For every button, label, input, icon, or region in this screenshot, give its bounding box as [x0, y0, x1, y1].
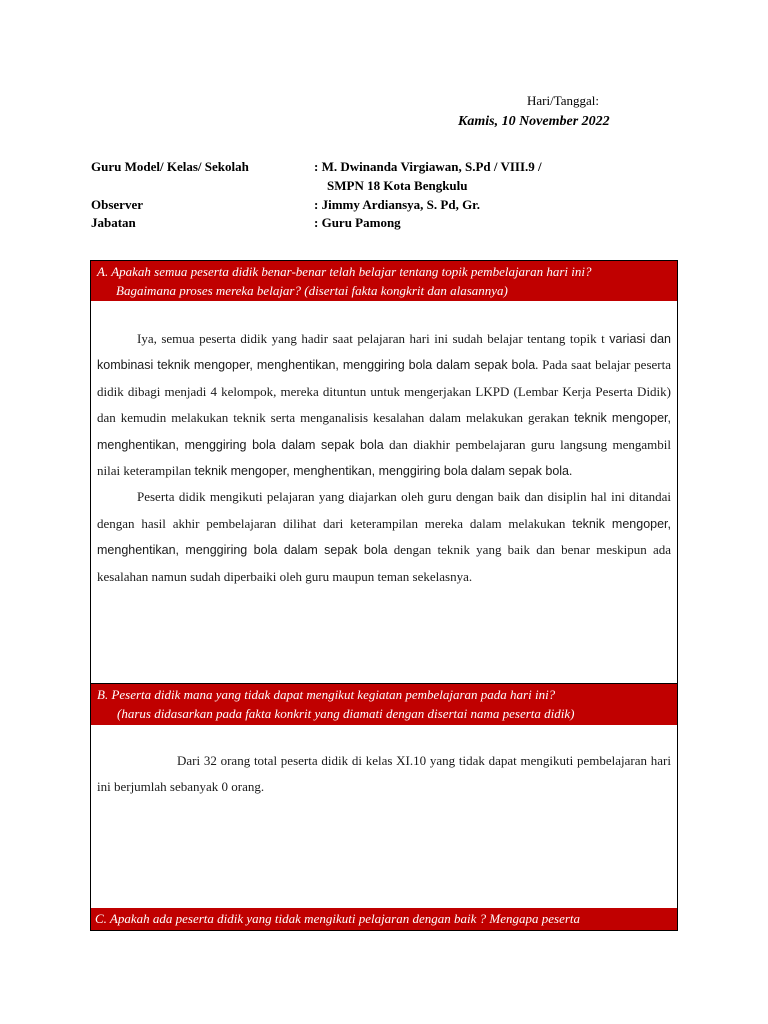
date-label: Hari/Tanggal: [527, 93, 600, 108]
guru-model-value: : M. Dwinanda Virgiawan, S.Pd / VIII.9 / [314, 159, 542, 174]
section-a-question-line1: A. Apakah semua peserta didik benar-benar telah belajar tentang topik pembelajaran hari ini? [97, 264, 592, 279]
jabatan-value: : Guru Pamong [314, 215, 401, 230]
observer-label: Observer [91, 197, 143, 212]
observer-value: : Jimmy Ardiansya, S. Pd, Gr. [314, 197, 481, 212]
section-a-question-line2: Bagaimana proses mereka belajar? (disertai fakta kongkrit dan alasannya) [116, 283, 508, 298]
section-c-question [91, 908, 677, 930]
section-b-paragraph: Dari 32 orang total peserta didik di kelas XI.10 yang tidak dapat mengikuti pembelajaran hari ini berjumlah sebanyak 0 orang. [97, 753, 671, 795]
jabatan-label: Jabatan [91, 215, 136, 230]
section-b-question-line2: (harus didasarkan pada fakta konkrit yang diamati dengan disertai nama peserta didik) [117, 706, 575, 721]
section-a-question [91, 261, 677, 301]
guru-model-label: Guru Model/ Kelas/ Sekolah [91, 159, 249, 174]
section-a-paragraph-2: Peserta didik mengikuti pelajaran yang diajarkan oleh guru dengan baik dan disiplin hal ini ditandai dengan hasil akhir pembelajaran dilihat dari keterampilan mereka dalam melakukan teknik mengoper, menghentikan, menggiring bola dalam sepak bola dengan teknik yang baik dan benar meskipun ada kesalahan namun sudah diperbaiki oleh guru maupun teman sekelasnya. [97, 489, 672, 584]
section-a-paragraph-1: Iya, semua peserta didik yang hadir saat pelajaran hari ini sudah belajar tentang topik t variasi dan kombinasi teknik mengoper, menghentikan, menggiring bola dalam sepak bola. Pada saat belajar peserta didik dibagi menjadi 4 kelompok, mereka dituntun untuk mengerjakan LKPD (Lembar Kerja Peserta Didik) dan kemudin melakukan teknik serta menganalisis kesalahan dalam melakukan gerakan teknik mengoper, menghentikan, menggiring bola dalam sepak bola dan diakhir pembelajaran guru langsung mengambil nilai keterampilan teknik mengoper, menghentikan, menggiring bola dalam sepak bola. [97, 331, 672, 479]
section-a-answer [97, 326, 671, 590]
section-b-question-line1: B. Peserta didik mana yang tidak dapat mengikut kegiatan pembelajaran pada hari ini? [97, 687, 556, 702]
date-value: Kamis, 10 November 2022 [458, 114, 610, 129]
section-b-question [91, 684, 677, 725]
guru-model-school: SMPN 18 Kota Bengkulu [327, 178, 468, 193]
section-c-question-line1: C. Apakah ada peserta didik yang tidak mengikuti pelajaran dengan baik ? Mengapa peserta [95, 911, 581, 926]
section-b-answer [97, 748, 671, 801]
